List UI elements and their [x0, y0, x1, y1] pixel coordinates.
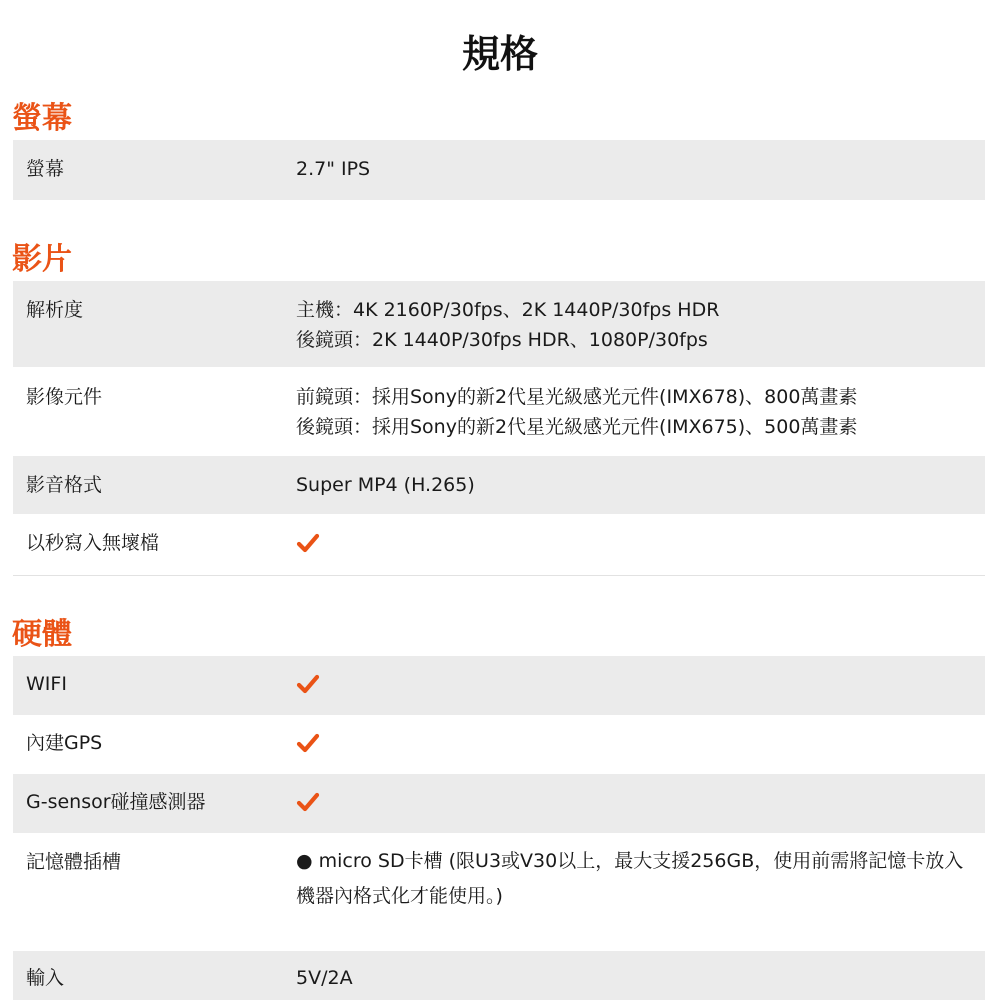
spec-row-instant-write: [13, 514, 985, 576]
spec-label: 記憶體插槽: [26, 851, 122, 873]
spec-value-line: 主機：4K 2160P/30fps、2K 1440P/30fps HDR: [296, 299, 720, 321]
spec-value: [296, 382, 976, 442]
spec-row-g-sensor: [13, 774, 985, 833]
spec-value-line: 後鏡頭：2K 1440P/30fps HDR、1080P/30fps: [296, 329, 708, 351]
spec-value: ● micro SD卡槽 (限U3或V30以上，最大支援256GB，使用前需將記憶卡放入機器內格式化才能使用。): [296, 850, 964, 907]
spec-label: 解析度: [26, 299, 84, 321]
spec-row-image-sensor: [13, 367, 985, 456]
spec-value: 5V/2A: [296, 967, 353, 989]
spec-label: 內建GPS: [26, 732, 103, 754]
checkmark-icon: [296, 672, 320, 696]
spec-label: G-sensor碰撞感測器: [26, 791, 206, 813]
spec-label: 螢幕: [26, 158, 65, 180]
checkmark-icon: [296, 531, 320, 555]
spec-row-input: [13, 951, 985, 1000]
spec-label: 影像元件: [26, 386, 103, 408]
spec-value-line: 前鏡頭：採用Sony的新2代星光級感光元件(IMX678)、800萬畫素: [296, 386, 858, 408]
section-heading-video: 影片: [12, 242, 72, 277]
spec-row-resolution: [13, 281, 985, 367]
spec-row-wifi: [13, 656, 985, 715]
spec-value: [296, 295, 976, 355]
spec-label: WIFI: [26, 673, 67, 695]
spec-label: 輸入: [26, 967, 65, 989]
checkmark-icon: [296, 731, 320, 755]
spec-label: 以秒寫入無壞檔: [26, 532, 160, 554]
spec-label: 影音格式: [26, 474, 103, 496]
spec-row-screen: [13, 140, 985, 200]
spec-row-gps: [13, 715, 985, 774]
spec-row-memory-slot: [13, 833, 985, 951]
spec-value-line: 後鏡頭：採用Sony的新2代星光級感光元件(IMX675)、500萬畫素: [296, 416, 858, 438]
checkmark-icon: [296, 790, 320, 814]
section-heading-hardware: 硬體: [12, 617, 72, 652]
spec-value: Super MP4 (H.265): [296, 474, 475, 496]
spec-value: 2.7" IPS: [296, 158, 371, 180]
page-title: 規格: [461, 32, 538, 76]
section-heading-display: 螢幕: [12, 101, 72, 136]
spec-row-video-format: [13, 456, 985, 514]
